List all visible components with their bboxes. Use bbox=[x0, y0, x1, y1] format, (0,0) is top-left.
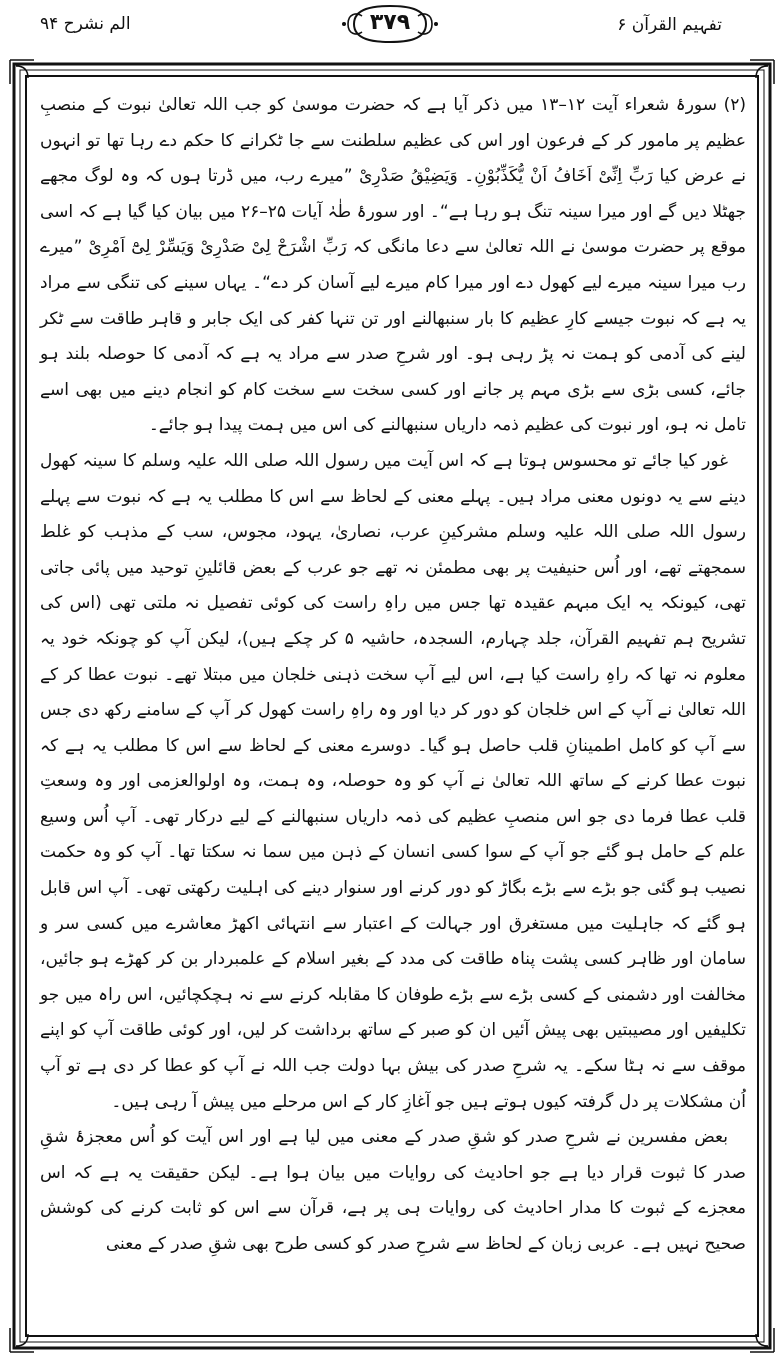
paragraph-2: غور کیا جائے تو محسوس ہوتا ہے کہ اس آیت میں رسول اللہ صلی اللہ علیہ وسلم کا سینہ کھول دینے سے یہ دونوں معنی مراد ہیں۔ پہلے معنی کے لحاظ سے اس کا مطلب یہ ہے کہ نبوت سے پہلے رسول اللہ صلی اللہ علیہ وسلم مشرکینِ عرب، نصاریٰ، یہود، مجوس، سب کے مذہب کو غلط سمجھتے تھے، اور اُس حنیفیت پر بھی مطمئن نہ تھے جو عرب کے بعض قائلینِ توحید میں پائی جاتی تھی، کیونکہ یہ ایک مبہم عقیدہ تھا جس میں راہِ راست کی کوئی تفصیل نہ ملتی تھی (اس کی تشریح ہم تفہیم القرآن، جلد چہارم، السجدہ، حاشیہ ۵ کر چکے ہیں)، لیکن آپ کو چونکہ خود یہ معلوم نہ تھا کہ راہِ راست کیا ہے، اس لیے آپ سخت ذہنی خلجان میں مبتلا تھے۔ نبوت عطا کر کے اللہ تعالیٰ نے آپ کے اس خلجان کو دور کر دیا اور وہ راہِ راست کھول کر آپ کے سامنے رکھ دی جس سے آپ کو کامل اطمینانِ قلب حاصل ہو گیا۔ دوسرے معنی کے لحاظ سے اس کا مطلب یہ ہے کہ نبوت عطا کرنے کے ساتھ اللہ تعالیٰ نے آپ کو وہ حوصلہ، وہ ہمت، وہ اولوالعزمی اور وہ وسعتِ قلب عطا فرما دی جو اس منصبِ عظیم کی ذمہ داریاں سنبھالنے کے لیے درکار تھی۔ آپ اُس وسیع علم کے حامل ہو گئے جو آپ کے سوا کسی انسان کے ذہن میں سما نہ سکتا تھا۔ آپ کو وہ حکمت نصیب ہو گئی جو بڑے سے بڑے بگاڑ کو دور کرنے اور سنوار دینے کی اہلیت رکھتی تھی۔ آپ اس قابل ہو گئے کہ جاہلیت میں مستغرق اور جہالت کے اعتبار سے انتہائی اکھڑ معاشرے میں کسی سر و سامان اور ظاہر کسی پشت پناہ طاقت کی مدد کے بغیر اسلام کے علمبردار بن کر کھڑے ہو جائیں، مخالفت اور دشمنی کے کسی بڑے سے بڑے طوفان کا مقابلہ کرنے سے نہ ہچکچائیں، اس راہ میں جو تکلیفیں اور مصیبتیں بھی پیش آئیں ان کو صبر کے ساتھ برداشت کر لیں، اور کوئی طاقت آپ کو اپنے موقف سے نہ ہٹا سکے۔ یہ شرحِ صدر کی بیش بہا دولت جب اللہ نے آپ کو عطا کر دی ہے تو آپ اُن مشکلات پر دل گرفتہ کیوں ہوتے ہیں جو آغازِ کار کے اس مرحلے میں پیش آ رہی ہیں۔ bbox=[40, 450, 746, 1112]
surah-reference: الم نشرح ۹۴ bbox=[40, 14, 131, 34]
page-number-badge bbox=[340, 2, 440, 46]
page-number: ۳۷۹ bbox=[369, 10, 411, 35]
paragraph-3: بعض مفسرین نے شرحِ صدر کو شقِ صدر کے معنی میں لیا ہے اور اس آیت کو اُس معجزۂ شقِ صدر کا ثبوت قرار دیا ہے جو احادیث کی روایات میں بیان ہوا ہے۔ لیکن حقیقت یہ ہے کہ اس معجزے کے ثبوت کا مدار احادیث کی روایات ہی پر ہے، قرآن سے اس کو ثابت کرنے کی کوشش صحیح نہیں ہے۔ عربی زبان کے لحاظ سے شرحِ صدر کو کسی طرح بھی شقِ صدر کے معنی bbox=[40, 1127, 746, 1254]
paragraph-1: (۲) سورۂ شعراء آیت ۱۲–۱۳ میں ذکر آیا ہے کہ حضرت موسیٰ کو جب اللہ تعالیٰ نبوت کے منصبِ عظیم پر مامور کر کے فرعون اور اس کی عظیم سلطنت سے جا ٹکرانے کا حکم دے رہا تھا تو انہوں نے عرض کیا رَبِّ اِنِّیْ اَخَافُ اَنْ یُّکَذِّبُوْنِ۔ وَیَضِیْقُ صَدْرِیْ ”میرے رب، میں ڈرتا ہوں کہ وہ لوگ مجھے جھٹلا دیں گے اور میرا سینہ تنگ ہو رہا ہے“۔ اور سورۂ طٰہٰ آیات ۲۵–۲۶ میں بیان کیا گیا ہے کہ اسی موقع پر حضرت موسیٰ نے اللہ تعالیٰ سے دعا مانگی کہ رَبِّ اشْرَحْ لِیْ صَدْرِیْ وَیَسِّرْ لِیْٓ اَمْرِیْ ”میرے رب میرا سینہ میرے لیے کھول دے اور میرا کام میرے لیے آسان کر دے“۔ یہاں سینے کی تنگی سے مراد یہ ہے کہ نبوت جیسے کارِ عظیم کا بار سنبھالنے اور تن تنہا کفر کی ایک جابر و قاہر طاقت سے ٹکر لینے کی آدمی کو ہمت نہ پڑ رہی ہو۔ اور شرحِ صدر سے مراد یہ ہے کہ آدمی کا حوصلہ بلند ہو جائے، کسی بڑی سے بڑی مہم پر جانے اور کسی سخت سے سخت کام کو انجام دینے میں بھی اسے تامل نہ ہو، اور نبوت کی عظیم ذمہ داریاں سنبھالنے کی اس میں ہمت پیدا ہو جائے۔ bbox=[40, 95, 747, 436]
page-body bbox=[40, 88, 746, 1263]
page-header bbox=[0, 0, 784, 58]
book-title: تفہیم القرآن ۶ bbox=[617, 15, 722, 35]
